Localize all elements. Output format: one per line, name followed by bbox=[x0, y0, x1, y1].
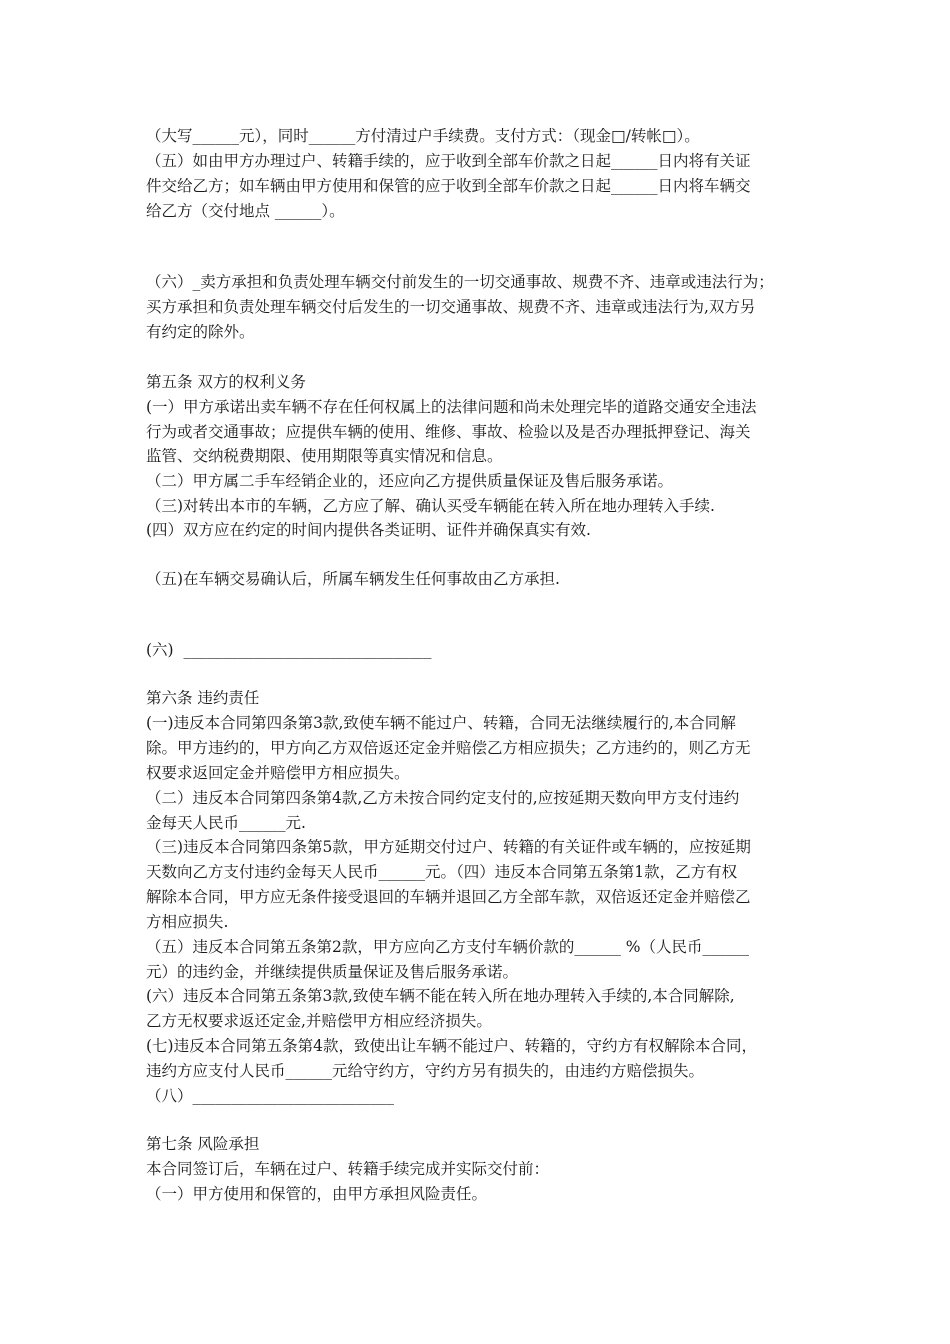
text-line: (四）双方应在约定的时间内提供各类证明、证件并确保真实有效. bbox=[146, 521, 591, 539]
text-line: 件交给乙方；如车辆由甲方使用和保管的应于收到全部车价款之日起______日内将车辆交 bbox=[146, 177, 751, 195]
text-line: 权要求返回定金并赔偿甲方相应损失。 bbox=[146, 764, 410, 782]
text-line: 方相应损失. bbox=[146, 913, 229, 931]
text-line: （五）如由甲方办理过户、转籍手续的，应于收到全部车价款之日起______日内将有关证 bbox=[146, 152, 751, 170]
text-line: （五）违反本合同第五条第2款，甲方应向乙方支付车辆价款的______ %（人民币______ bbox=[146, 938, 750, 956]
section-heading: 第七条 风险承担 bbox=[146, 1135, 260, 1153]
text-line: （三)对转出本市的车辆，乙方应了解、确认买受车辆能在转入所在地办理转入手续. bbox=[146, 497, 715, 515]
text-line: 乙方无权要求返还定金,并赔偿甲方相应经济损失。 bbox=[146, 1012, 492, 1030]
text-line: 违约方应支付人民币______元给守约方，守约方另有损失的，由违约方赔偿损失。 bbox=[146, 1062, 705, 1080]
text-line: 给乙方（交付地点 ______）。 bbox=[146, 202, 345, 220]
text-line: （八）__________________________ bbox=[146, 1087, 395, 1105]
text-line: 解除本合同，甲方应无条件接受退回的车辆并退回乙方全部车款，双倍返还定金并赔偿乙 bbox=[146, 888, 751, 906]
text-line: (一)违反本合同第四条第3款,致使车辆不能过户、转籍，合同无法继续履行的,本合同解 bbox=[146, 714, 736, 732]
text-line: 元）的违约金，并继续提供质量保证及售后服务承诺。 bbox=[146, 963, 519, 981]
text-line: （二）甲方属二手车经销企业的，还应向乙方提供质量保证及售后服务承诺。 bbox=[146, 472, 674, 490]
text-line: (六）违反本合同第五条第3款,致使车辆不能在转入所在地办理转入手续的,本合同解除, bbox=[146, 987, 735, 1005]
text-line: （六）_卖方承担和负责处理车辆交付前发生的一切交通事故、规费不齐、违章或违法行为； bbox=[146, 273, 774, 291]
text-line: （二）违反本合同第四条第4款,乙方未按合同约定支付的,应按延期天数向甲方支付违约 bbox=[146, 789, 740, 807]
text-line: (六) ________________________________ bbox=[146, 641, 432, 659]
text-line: （一）甲方使用和保管的，由甲方承担风险责任。 bbox=[146, 1185, 488, 1203]
text-line: 有约定的除外。 bbox=[146, 323, 255, 341]
text-line: （大写______元），同时______方付清过户手续费。支付方式：（现金□/转帐□）。 bbox=[146, 127, 700, 145]
text-line: 本合同签订后，车辆在过户、转籍手续完成并实际交付前： bbox=[146, 1160, 550, 1178]
text-line: （三)违反本合同第四条第5款，甲方延期交付过户、转籍的有关证件或车辆的，应按延期 bbox=[146, 838, 751, 856]
section-heading: 第六条 违约责任 bbox=[146, 689, 260, 707]
text-line: （五)在车辆交易确认后，所属车辆发生任何事故由乙方承担. bbox=[146, 570, 560, 588]
text-line: 监管、交纳税费期限、使用期限等真实情况和信息。 bbox=[146, 447, 503, 465]
text-line: 买方承担和负责处理车辆交付后发生的一切交通事故、规费不齐、违章或违法行为,双方另 bbox=[146, 298, 756, 316]
text-line: 金每天人民币______元. bbox=[146, 814, 306, 832]
text-line: 天数向乙方支付违约金每天人民币______元。（四）违反本合同第五条第1款，乙方有权 bbox=[146, 863, 738, 881]
text-line: 除。甲方违约的，甲方向乙方双倍返还定金并赔偿乙方相应损失；乙方违约的，则乙方无 bbox=[146, 739, 751, 757]
section-heading: 第五条 双方的权利义务 bbox=[146, 373, 306, 391]
text-line: 行为或者交通事故；应提供车辆的使用、维修、事故、检验以及是否办理抵押登记、海关 bbox=[146, 423, 751, 441]
text-line: (一）甲方承诺出卖车辆不存在任何权属上的法律问题和尚未处理完毕的道路交通安全违法 bbox=[146, 398, 757, 416]
text-line: (七)违反本合同第五条第4款，致使出让车辆不能过户、转籍的，守约方有权解除本合同， bbox=[146, 1037, 757, 1055]
